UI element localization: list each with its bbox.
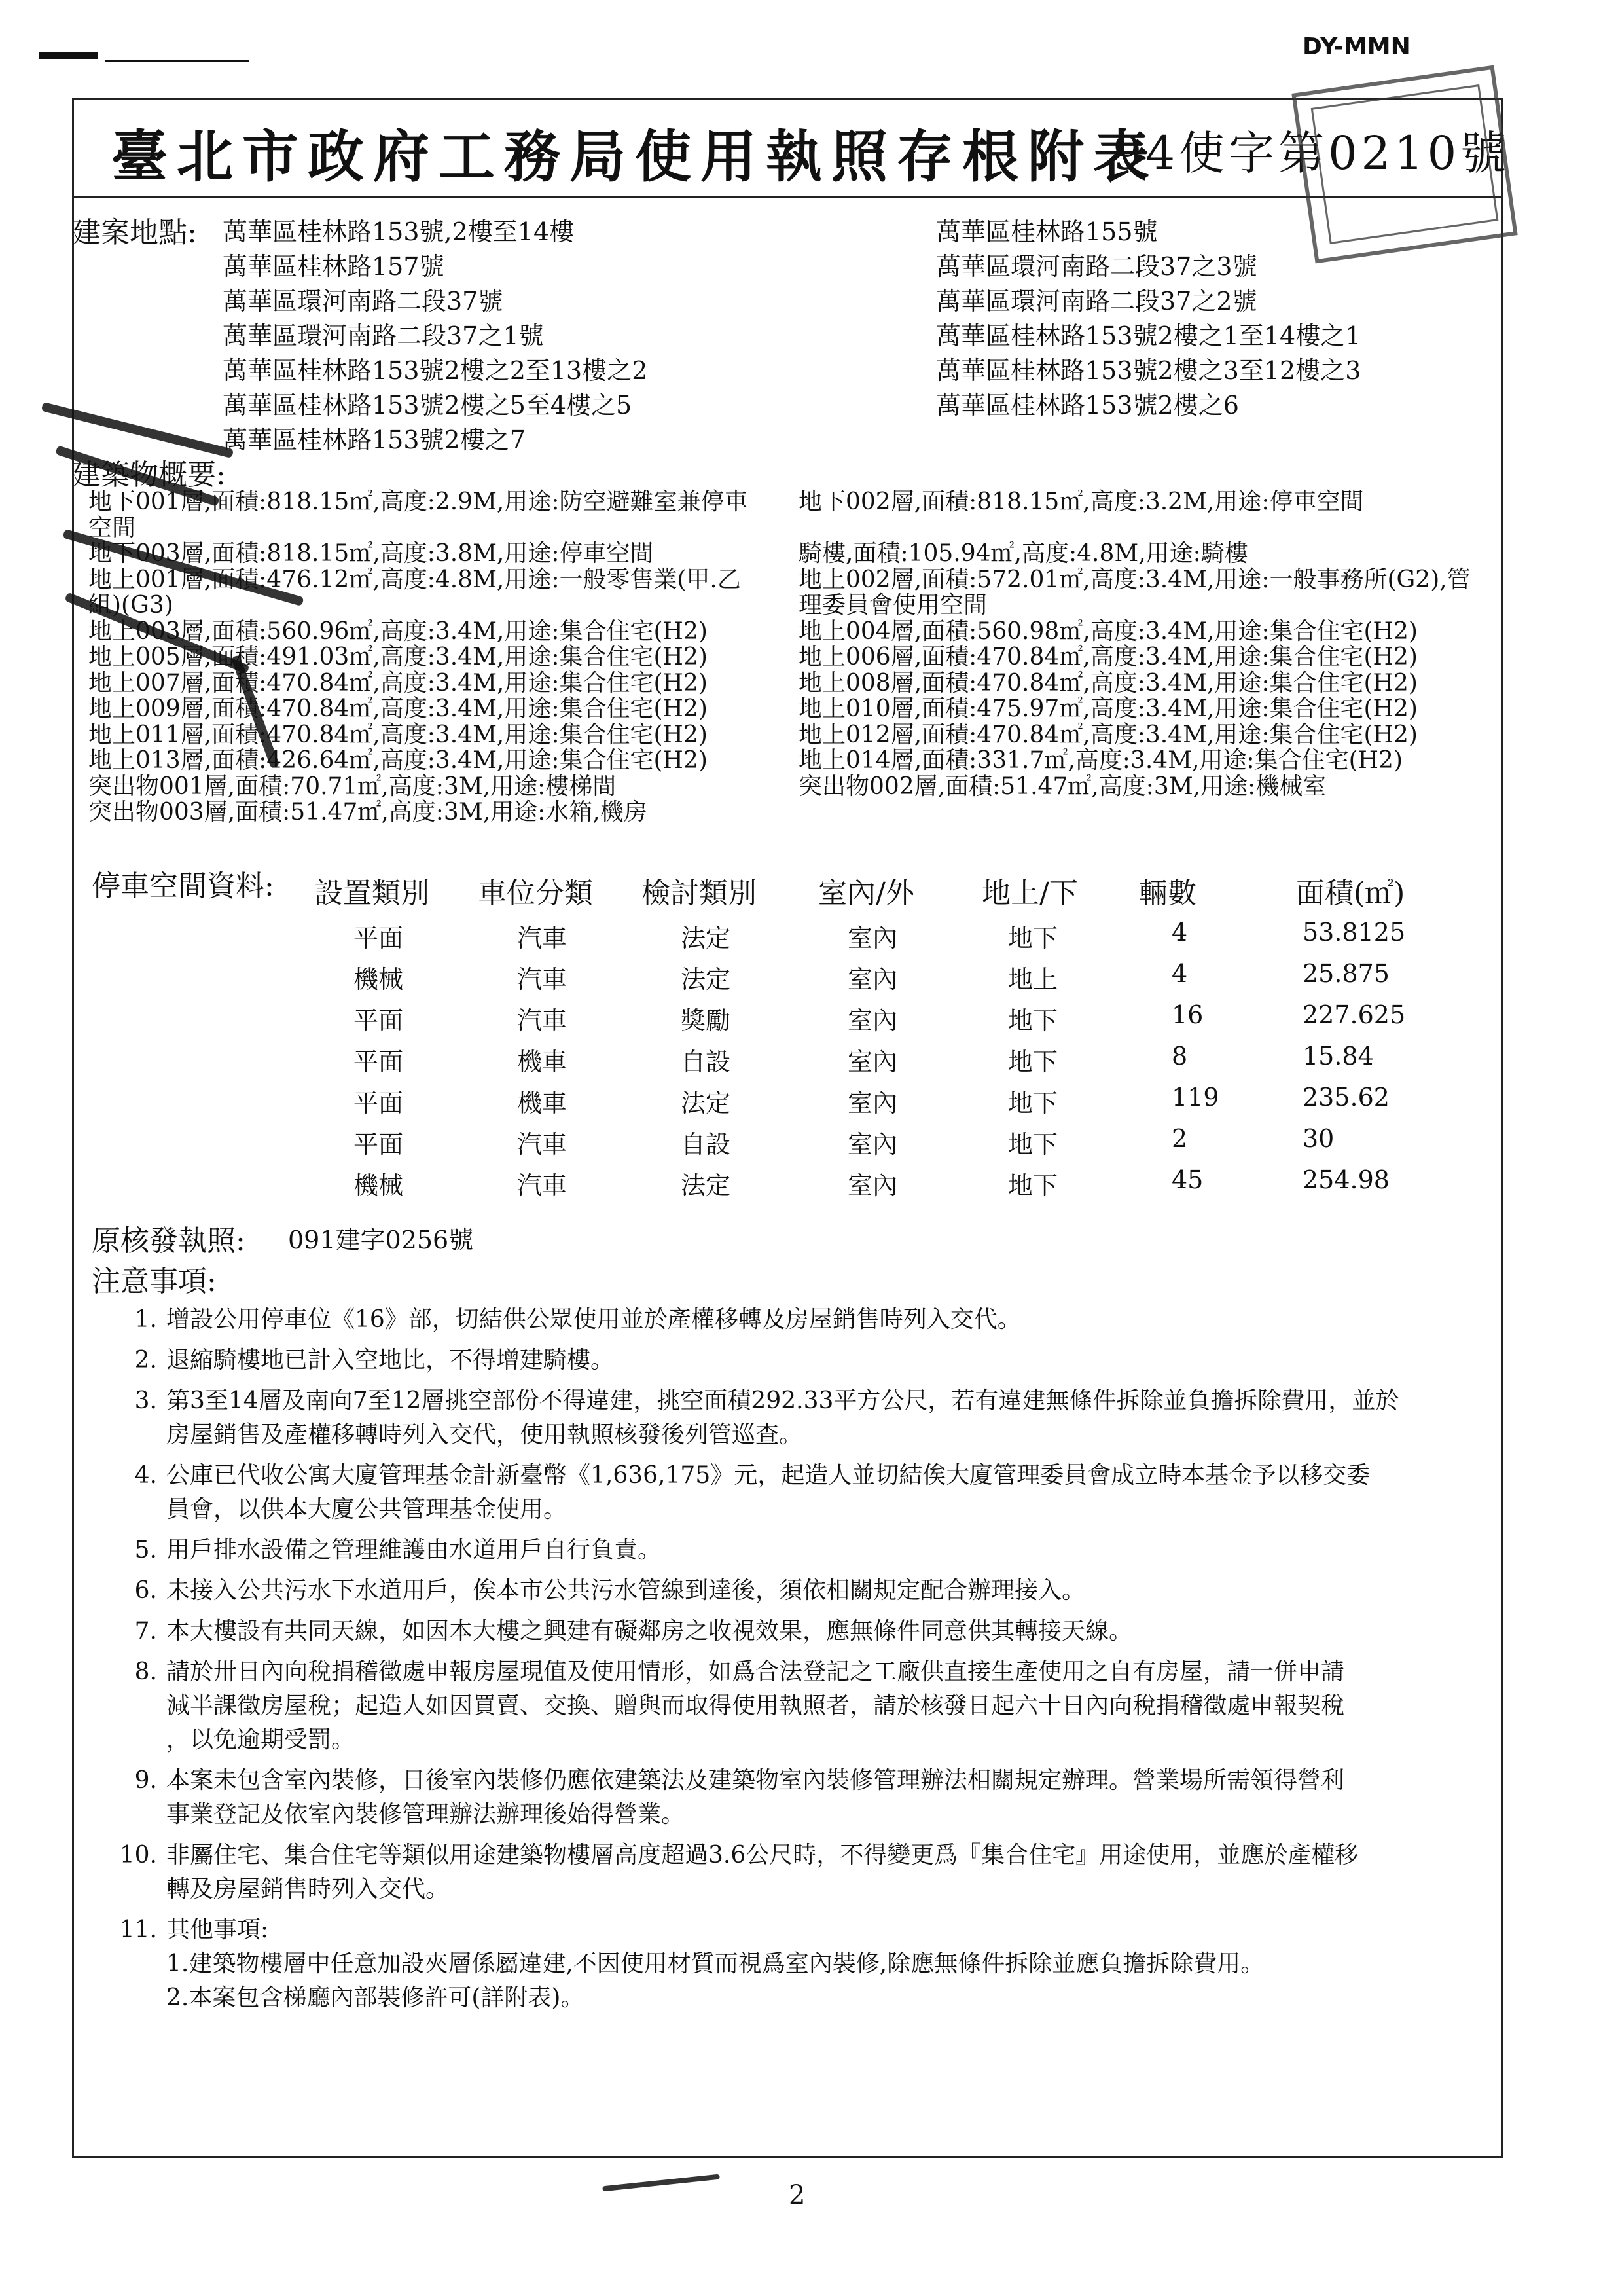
summary-label: 建築物概要: bbox=[72, 458, 226, 492]
parking-cell: 平面 bbox=[353, 1048, 404, 1076]
note-line: 減半課徵房屋稅；起造人如因買賣、交換、贈與而取得使用執照者，請於核發日起六十日內向稅捐稽徵處申報契稅 bbox=[166, 1692, 1345, 1719]
parking-cell: 4 bbox=[1172, 959, 1188, 988]
header-rule bbox=[72, 196, 1503, 198]
summary-left: 突出物003層,面積:51.47㎡,高度:3M,用途:水箱,機房 bbox=[88, 799, 647, 826]
parking-cell: 53.8125 bbox=[1303, 918, 1406, 947]
note-body bbox=[166, 1764, 1492, 1832]
note-number: 7. bbox=[134, 1618, 157, 1645]
note-line: 非屬住宅、集合住宅等類似用途建築物樓層高度超過3.6公尺時，不得變更爲『集合住宅』用途使用，並應於產權移 bbox=[166, 1842, 1359, 1868]
note-number: 11. bbox=[119, 1916, 157, 1943]
summary-left: 地上001層,面積:476.12㎡,高度:4.8M,用途:一般零售業(甲.乙 bbox=[88, 566, 741, 593]
parking-cell: 汽車 bbox=[517, 924, 567, 953]
summary-left: 地上009層,面積:470.84㎡,高度:3.4M,用途:集合住宅(H2) bbox=[88, 695, 708, 722]
address-line: 萬華區環河南路二段37之3號 bbox=[936, 252, 1257, 281]
parking-cell: 地下 bbox=[1008, 924, 1058, 953]
note-line: 未接入公共污水下水道用戶，俟本市公共污水管線到達後，須依相關規定配合辦理接入。 bbox=[166, 1577, 1086, 1604]
scan-mark-top-left bbox=[39, 52, 98, 59]
summary-right: 地上002層,面積:572.01㎡,高度:3.4M,用途:一般事務所(G2),管 bbox=[799, 566, 1471, 593]
parking-cell: 室內 bbox=[848, 1006, 898, 1035]
note-line: 事業登記及依室內裝修管理辦法辦理後始得營業。 bbox=[166, 1801, 685, 1828]
parking-cell: 8 bbox=[1172, 1042, 1188, 1070]
summary-left: 地下003層,面積:818.15㎡,高度:3.8M,用途:停車空間 bbox=[88, 540, 654, 567]
parking-cell: 機械 bbox=[353, 1171, 404, 1200]
parking-cell: 227.625 bbox=[1303, 1000, 1406, 1029]
parking-cell: 室內 bbox=[848, 1171, 898, 1200]
note-number: 10. bbox=[119, 1842, 157, 1868]
parking-cell: 汽車 bbox=[517, 965, 567, 994]
address-line: 萬華區桂林路153號2樓之5至4樓之5 bbox=[223, 391, 632, 420]
note-number: 3. bbox=[134, 1387, 157, 1414]
note-body bbox=[166, 1655, 1492, 1757]
parking-header-cell: 室內/外 bbox=[818, 877, 914, 910]
address-line: 萬華區桂林路153號,2樓至14樓 bbox=[223, 217, 575, 246]
summary-left: 地上007層,面積:470.84㎡,高度:3.4M,用途:集合住宅(H2) bbox=[88, 669, 708, 697]
note-item bbox=[118, 1614, 1492, 1649]
note-body bbox=[166, 1614, 1492, 1649]
note-line: ，以免逾期受罰。 bbox=[166, 1726, 355, 1753]
parking-cell: 地上 bbox=[1008, 965, 1058, 994]
note-item bbox=[118, 1574, 1492, 1608]
note-line: 轉及房屋銷售時列入交代。 bbox=[166, 1876, 450, 1903]
parking-cell: 室內 bbox=[848, 1089, 898, 1118]
note-number: 2. bbox=[134, 1347, 157, 1374]
note-number: 6. bbox=[134, 1577, 157, 1604]
note-item bbox=[118, 1838, 1492, 1906]
parking-cell: 獎勵 bbox=[681, 1006, 731, 1035]
parking-cell: 地下 bbox=[1008, 1006, 1058, 1035]
top-right-mark: DY-MMN bbox=[1303, 33, 1411, 60]
parking-cell: 法定 bbox=[681, 965, 731, 994]
note-number: 1. bbox=[134, 1306, 157, 1333]
permit-number: 94使字第0210號 bbox=[1113, 126, 1511, 180]
note-number: 4. bbox=[134, 1462, 157, 1489]
note-number: 8. bbox=[134, 1658, 157, 1685]
note-line: 房屋銷售及產權移轉時列入交代，使用執照核發後列管巡查。 bbox=[166, 1421, 803, 1448]
parking-cell: 自設 bbox=[681, 1048, 731, 1076]
summary-left: 地上005層,面積:491.03㎡,高度:3.4M,用途:集合住宅(H2) bbox=[88, 644, 708, 670]
note-item bbox=[118, 1913, 1492, 2015]
parking-cell: 自設 bbox=[681, 1130, 731, 1159]
parking-cell: 地下 bbox=[1008, 1048, 1058, 1076]
parking-cell: 254.98 bbox=[1303, 1165, 1390, 1194]
summary-right: 地上004層,面積:560.98㎡,高度:3.4M,用途:集合住宅(H2) bbox=[799, 617, 1418, 645]
address-line: 萬華區環河南路二段37之2號 bbox=[936, 287, 1257, 316]
parking-cell: 2 bbox=[1172, 1124, 1188, 1153]
note-line: 公庫已代收公寓大廈管理基金計新臺幣《1,636,175》元，起造人並切結俟大廈管理委員會成立時本基金予以移交委 bbox=[166, 1462, 1371, 1489]
parking-cell: 地下 bbox=[1008, 1089, 1058, 1118]
parking-cell: 室內 bbox=[848, 1130, 898, 1159]
note-line: 本案未包含室內裝修，日後室內裝修仍應依建築法及建築物室內裝修管理辦法相關規定辦理。營業場所需領得營利 bbox=[166, 1767, 1345, 1794]
note-item bbox=[118, 1533, 1492, 1567]
address-line: 萬華區桂林路153號2樓之3至12樓之3 bbox=[936, 356, 1361, 385]
note-line: 員會，以供本大廈公共管理基金使用。 bbox=[166, 1496, 567, 1523]
parking-cell: 法定 bbox=[681, 924, 731, 953]
parking-cell: 平面 bbox=[353, 1006, 404, 1035]
note-line: 本大樓設有共同天線，如因本大樓之興建有礙鄰房之收視效果，應無條件同意供其轉接天線。 bbox=[166, 1618, 1133, 1645]
summary-left: 組)(G3) bbox=[88, 592, 173, 619]
parking-cell: 15.84 bbox=[1303, 1042, 1374, 1070]
summary-right: 地上008層,面積:470.84㎡,高度:3.4M,用途:集合住宅(H2) bbox=[799, 669, 1418, 697]
parking-cell: 汽車 bbox=[517, 1130, 567, 1159]
parking-cell: 16 bbox=[1172, 1000, 1204, 1029]
summary-left: 地上003層,面積:560.96㎡,高度:3.4M,用途:集合住宅(H2) bbox=[88, 617, 708, 645]
parking-cell: 機車 bbox=[517, 1089, 567, 1118]
parking-header-cell: 輛數 bbox=[1139, 877, 1196, 910]
note-body bbox=[166, 1533, 1492, 1567]
parking-cell: 平面 bbox=[353, 1130, 404, 1159]
note-line: 增設公用停車位《16》部，切結供公眾使用並於產權移轉及房屋銷售時列入交代。 bbox=[166, 1306, 1021, 1333]
parking-header-cell: 面積(㎡) bbox=[1296, 877, 1405, 910]
note-body bbox=[166, 1838, 1492, 1906]
note-item bbox=[118, 1764, 1492, 1832]
address-label: 建案地點: bbox=[72, 216, 197, 249]
summary-right: 地上014層,面積:331.7㎡,高度:3.4M,用途:集合住宅(H2) bbox=[799, 747, 1403, 774]
note-item bbox=[118, 1384, 1492, 1452]
parking-header-cell: 檢討類別 bbox=[641, 877, 757, 910]
parking-cell: 室內 bbox=[848, 1048, 898, 1076]
parking-cell: 汽車 bbox=[517, 1171, 567, 1200]
parking-cell: 汽車 bbox=[517, 1006, 567, 1035]
note-line: 請於卅日內向稅捐稽徵處申報房屋現值及使用情形，如爲合法登記之工廠供直接生產使用之自有房屋，請一併申請 bbox=[166, 1658, 1345, 1685]
note-line: 第3至14層及南向7至12層挑空部份不得違建，挑空面積292.33平方公尺，若有違建無條件拆除並負擔拆除費用，並於 bbox=[166, 1387, 1399, 1414]
summary-left: 地下001層,面積:818.15㎡,高度:2.9M,用途:防空避難室兼停車 bbox=[88, 488, 748, 515]
note-number: 5. bbox=[134, 1537, 157, 1563]
note-item bbox=[118, 1303, 1492, 1337]
parking-cell: 平面 bbox=[353, 924, 404, 953]
parking-header-cell: 設置類別 bbox=[314, 877, 429, 910]
note-body bbox=[166, 1574, 1492, 1608]
note-body bbox=[166, 1384, 1492, 1452]
parking-header-cell: 地上/下 bbox=[982, 877, 1078, 910]
summary-right: 騎樓,面積:105.94㎡,高度:4.8M,用途:騎樓 bbox=[799, 540, 1248, 567]
parking-label: 停車空間資料: bbox=[92, 869, 274, 903]
note-body bbox=[166, 1343, 1492, 1377]
parking-cell: 機械 bbox=[353, 965, 404, 994]
note-number: 9. bbox=[134, 1767, 157, 1794]
note-line: 用戶排水設備之管理維護由水道用戶自行負責。 bbox=[166, 1537, 662, 1563]
address-line: 萬華區環河南路二段37之1號 bbox=[223, 321, 544, 350]
original-license-label: 原核發執照: bbox=[92, 1224, 245, 1258]
note-body bbox=[166, 1459, 1492, 1527]
note-line: 2.本案包含梯廳內部裝修許可(詳附表)。 bbox=[166, 1984, 584, 2011]
note-line: 其他事項: bbox=[166, 1916, 269, 1943]
parking-header-cell: 車位分類 bbox=[478, 877, 593, 910]
parking-cell: 30 bbox=[1303, 1124, 1335, 1153]
note-item bbox=[118, 1343, 1492, 1377]
summary-right: 地上010層,面積:475.97㎡,高度:3.4M,用途:集合住宅(H2) bbox=[799, 695, 1418, 722]
ink-mark-bottom bbox=[602, 2174, 720, 2192]
address-line: 萬華區環河南路二段37號 bbox=[223, 287, 503, 316]
parking-cell: 25.875 bbox=[1303, 959, 1390, 988]
summary-left: 地上013層,面積:426.64㎡,高度:3.4M,用途:集合住宅(H2) bbox=[88, 747, 708, 774]
summary-left: 地上011層,面積:470.84㎡,高度:3.4M,用途:集合住宅(H2) bbox=[88, 721, 708, 748]
note-body bbox=[166, 1913, 1492, 2015]
address-line: 萬華區桂林路155號 bbox=[936, 217, 1158, 246]
parking-cell: 平面 bbox=[353, 1089, 404, 1118]
summary-right: 突出物002層,面積:51.47㎡,高度:3M,用途:機械室 bbox=[799, 773, 1327, 800]
official-seal-stamp bbox=[1291, 65, 1517, 264]
original-license-value: 091建字0256號 bbox=[288, 1226, 474, 1254]
parking-cell: 法定 bbox=[681, 1171, 731, 1200]
page-title: 臺北市政府工務局使用執照存根附表 bbox=[111, 124, 1159, 190]
parking-cell: 45 bbox=[1172, 1165, 1204, 1194]
note-line: 1.建築物樓層中任意加設夾層係屬違建,不因使用材質而視爲室內裝修,除應無條件拆除並應負擔拆除費用。 bbox=[166, 1950, 1265, 1977]
address-line: 萬華區桂林路153號2樓之1至14樓之1 bbox=[936, 321, 1361, 350]
page-number: 2 bbox=[789, 2180, 806, 2210]
address-line: 萬華區桂林路153號2樓之6 bbox=[936, 391, 1239, 420]
address-line: 萬華區桂林路153號2樓之7 bbox=[223, 426, 526, 454]
parking-cell: 235.62 bbox=[1303, 1083, 1390, 1112]
address-line: 萬華區桂林路157號 bbox=[223, 252, 444, 281]
parking-cell: 室內 bbox=[848, 965, 898, 994]
summary-right: 地上006層,面積:470.84㎡,高度:3.4M,用途:集合住宅(H2) bbox=[799, 644, 1418, 670]
scan-dash-top bbox=[105, 60, 249, 62]
parking-cell: 機車 bbox=[517, 1048, 567, 1076]
note-line: 退縮騎樓地已計入空地比，不得增建騎樓。 bbox=[166, 1347, 615, 1374]
parking-cell: 地下 bbox=[1008, 1171, 1058, 1200]
note-body bbox=[166, 1303, 1492, 1337]
note-item bbox=[118, 1655, 1492, 1757]
summary-right: 地下002層,面積:818.15㎡,高度:3.2M,用途:停車空間 bbox=[799, 488, 1364, 515]
summary-right: 地上012層,面積:470.84㎡,高度:3.4M,用途:集合住宅(H2) bbox=[799, 721, 1418, 748]
parking-cell: 室內 bbox=[848, 924, 898, 953]
address-line: 萬華區桂林路153號2樓之2至13樓之2 bbox=[223, 356, 648, 385]
note-item bbox=[118, 1459, 1492, 1527]
parking-cell: 4 bbox=[1172, 918, 1188, 947]
summary-left: 突出物001層,面積:70.71㎡,高度:3M,用途:樓梯間 bbox=[88, 773, 617, 800]
parking-cell: 法定 bbox=[681, 1089, 731, 1118]
parking-cell: 地下 bbox=[1008, 1130, 1058, 1159]
parking-cell: 119 bbox=[1172, 1083, 1219, 1112]
notes-label: 注意事項: bbox=[92, 1265, 217, 1298]
summary-right: 理委員會使用空間 bbox=[799, 592, 988, 619]
summary-left: 空間 bbox=[88, 514, 136, 541]
